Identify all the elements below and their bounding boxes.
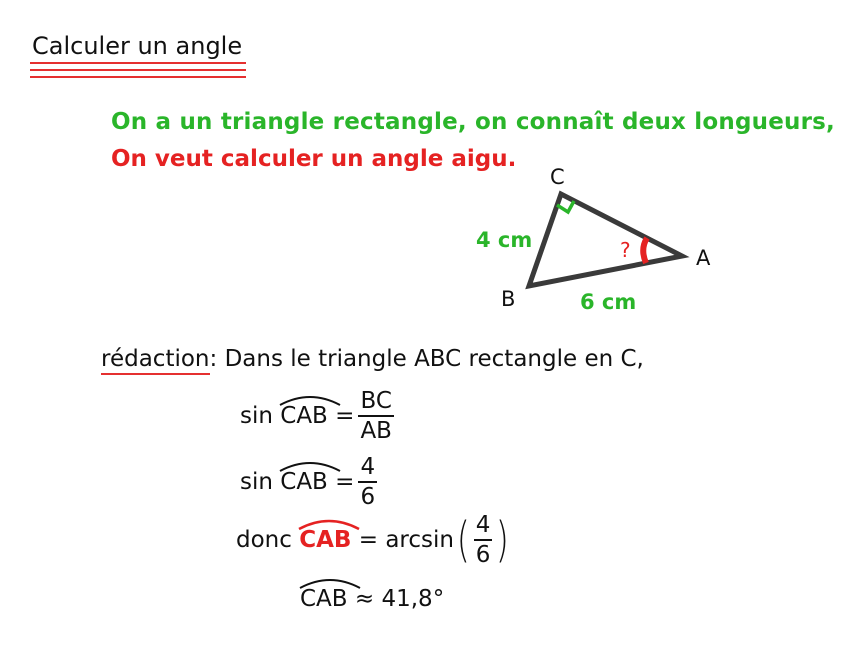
fraction-denominator: 6 <box>475 542 491 568</box>
angle-hat-icon <box>278 459 342 473</box>
side-label-bc: 4 cm <box>476 228 533 252</box>
redaction-statement: Dans le triangle ABC rectangle en C, <box>224 346 644 372</box>
vertex-label-c: C <box>550 165 565 189</box>
redaction-line <box>101 346 644 372</box>
fraction-numerator: 4 <box>358 454 377 483</box>
angle-hat-icon <box>298 576 362 590</box>
equals-sign: = <box>335 403 355 429</box>
angle-arc-a <box>643 238 647 263</box>
page-title: Calculer un angle <box>32 32 243 60</box>
fraction-4-6 <box>358 454 377 510</box>
fraction-denominator: 6 <box>360 484 376 510</box>
intro-line-known: On a un triangle rectangle, on connaît deux longueurs, <box>111 109 835 135</box>
equation-result <box>300 586 444 612</box>
equals-sign: = <box>335 469 355 495</box>
angle-cab-highlight: CAB <box>299 527 351 553</box>
unknown-angle-mark: ? <box>620 238 631 262</box>
redaction-colon: : <box>209 346 218 372</box>
fraction-numerator: 4 <box>474 512 493 541</box>
fraction-4-6 <box>474 512 493 568</box>
angle-cab: CAB <box>280 469 328 495</box>
equation-arcsin <box>236 512 512 568</box>
vertex-label-a: A <box>696 246 711 270</box>
triangle-abc <box>529 194 682 286</box>
approx-sign: ≈ <box>354 586 375 612</box>
result-value: 41,8° <box>381 586 445 612</box>
sin-prefix: sin <box>240 403 273 429</box>
sin-prefix: sin <box>240 469 273 495</box>
title-underline <box>30 62 246 82</box>
angle-cab: CAB <box>300 586 348 612</box>
arcsin-expression: = arcsin <box>358 527 454 553</box>
side-label-ab: 6 cm <box>580 290 637 314</box>
angle-cab: CAB <box>280 403 328 429</box>
fraction-bc-ab <box>358 388 394 444</box>
equation-sin-values <box>240 454 381 510</box>
intro-line-goal: On veut calculer un angle aigu. <box>111 146 517 172</box>
right-paren: ) <box>496 512 510 568</box>
angle-hat-icon <box>278 393 342 407</box>
left-paren: ( <box>456 512 470 568</box>
vertex-label-b: B <box>501 287 516 311</box>
redaction-label: rédaction <box>101 346 210 375</box>
fraction-denominator: AB <box>360 418 392 444</box>
angle-hat-icon <box>297 517 361 531</box>
donc-word: donc <box>236 527 292 553</box>
equation-sin-ratio <box>240 388 398 444</box>
triangle-figure <box>470 160 740 330</box>
fraction-numerator: BC <box>358 388 393 417</box>
